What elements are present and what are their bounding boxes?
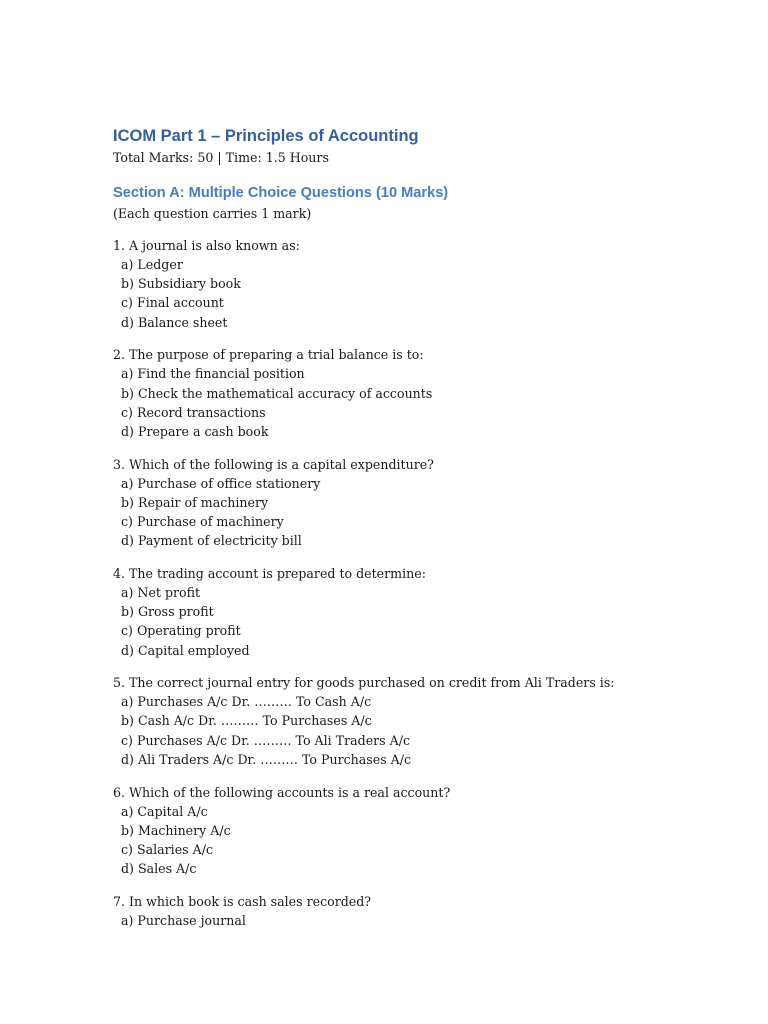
section-note: (Each question carries 1 mark): [113, 206, 312, 221]
answer-option: c) Final account: [121, 295, 224, 311]
answer-option: b) Check the mathematical accuracy of accounts: [121, 385, 433, 401]
answer-option: a) Capital A/c: [121, 803, 208, 819]
answer-option: a) Purchases A/c Dr. ……… To Cash A/c: [121, 694, 372, 710]
section-title: Section A: Multiple Choice Questions (10 Marks): [113, 185, 449, 201]
question-item: [113, 455, 768, 551]
question-item: [113, 783, 768, 879]
answer-option: d) Balance sheet: [121, 314, 228, 330]
document-title: ICOM Part 1 – Principles of Accounting: [113, 127, 419, 145]
answer-option: b) Machinery A/c: [121, 822, 231, 838]
question-text: 2. The purpose of preparing a trial balance is to:: [113, 347, 424, 363]
answer-option: c) Purchases A/c Dr. ……… To Ali Traders A/c: [121, 732, 411, 748]
answer-option: b) Gross profit: [121, 604, 214, 620]
question-item: [113, 564, 768, 660]
question-list: [113, 236, 768, 930]
answer-option: c) Operating profit: [121, 623, 241, 639]
answer-option: c) Record transactions: [121, 404, 266, 420]
answer-option: a) Find the financial position: [121, 366, 305, 382]
answer-option: c) Purchase of machinery: [121, 514, 284, 530]
question-text: 6. Which of the following accounts is a real account?: [113, 784, 451, 800]
answer-option: a) Purchase of office stationery: [121, 475, 321, 491]
answer-option: d) Capital employed: [121, 642, 250, 658]
exam-meta: Total Marks: 50 | Time: 1.5 Hours: [113, 150, 329, 165]
question-item: [113, 345, 768, 441]
answer-option: d) Prepare a cash book: [121, 423, 269, 439]
answer-option: d) Sales A/c: [121, 861, 197, 877]
answer-option: a) Net profit: [121, 584, 201, 600]
answer-option: d) Ali Traders A/c Dr. ……… To Purchases A/c: [121, 751, 412, 767]
answer-option: b) Repair of machinery: [121, 494, 269, 510]
answer-option: c) Salaries A/c: [121, 841, 213, 857]
question-item: [113, 892, 768, 930]
question-text: 1. A journal is also known as:: [113, 238, 300, 253]
answer-option: d) Payment of electricity bill: [121, 533, 302, 549]
question-text: 5. The correct journal entry for goods purchased on credit from Ali Traders is:: [113, 675, 615, 691]
answer-option: a) Purchase journal: [121, 912, 246, 928]
answer-option: b) Subsidiary book: [121, 276, 241, 292]
question-text: 4. The trading account is prepared to determine:: [113, 565, 426, 581]
question-text: 7. In which book is cash sales recorded?: [113, 893, 372, 909]
answer-option: b) Cash A/c Dr. ……… To Purchases A/c: [121, 713, 372, 729]
question-item: [113, 673, 768, 769]
question-item: [113, 236, 768, 332]
answer-option: a) Ledger: [121, 257, 183, 272]
question-text: 3. Which of the following is a capital expenditure?: [113, 456, 434, 472]
